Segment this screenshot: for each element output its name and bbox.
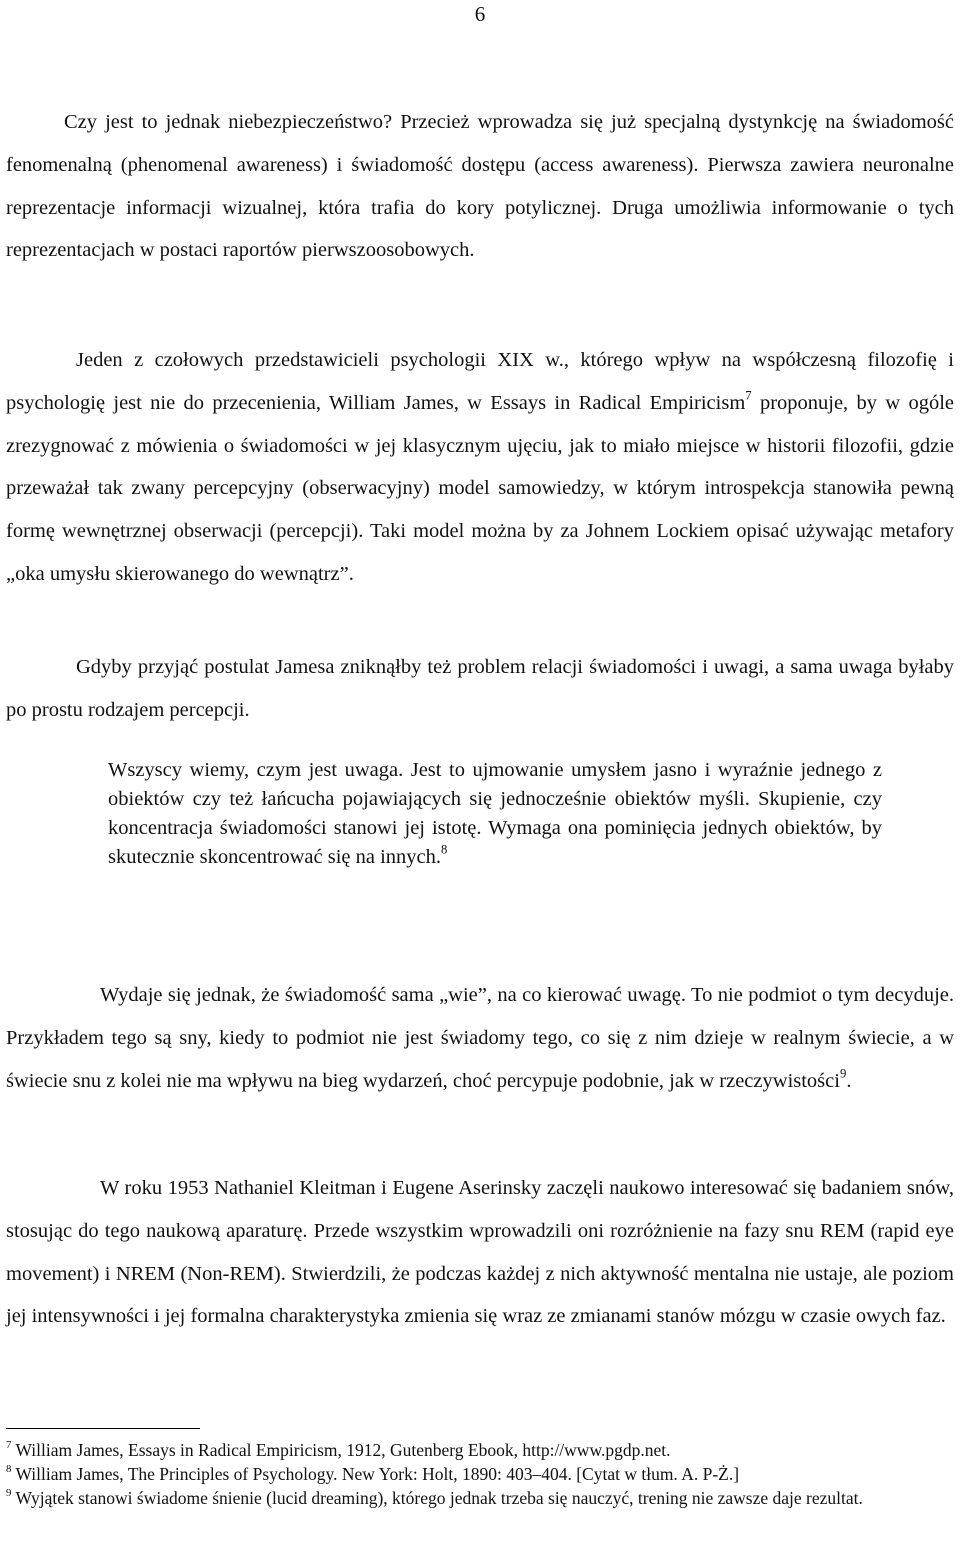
footnote-ref-7[interactable]: 7 xyxy=(745,388,752,403)
paragraph-dreams-end: . xyxy=(846,1069,852,1092)
block-quote-text: Wszyscy wiemy, czym jest uwaga. Jest to ujmowanie umysłem jasno i wyraźnie jednego z obiektów czy też łańcucha pojawiających się jednocześnie obiektów myśli. Skupienie, czy koncentracja świadomości stanowi jej istotę. Wymaga ona pominięcia jednych obiektów, by skutecznie skoncentrować się na innych. xyxy=(108,759,882,868)
footnote-ref-9[interactable]: 9 xyxy=(839,1066,847,1081)
footnote-text: William James, The Principles of Psychology. New York: Holt, 1890: 403–404. [Cytat w tłum. A. P-Ż.] xyxy=(15,1464,740,1484)
footnote-ref-8[interactable]: 8 xyxy=(441,842,448,857)
paragraph-james-text-cont: proponuje, by w ogóle zrezygnować z mówienia o świadomości w jej klasycznym ujęciu, jak to miało miejsce w historii filozofii, gdzie przeważał tak zwany percepcyjny (obserwacyjny) model samowiedzy, w którym introspekcja stanowiła pewną formę wewnętrznej obserwacji (percepcji). Taki model można by za Johnem Lockiem opisać używając metafory „oka umysłu skierowanego do wewnątrz”. xyxy=(6,391,954,585)
paragraph-dreams xyxy=(6,974,954,1102)
paragraph-awareness: Czy jest to jednak niebezpieczeństwo? Przecież wprowadza się już specjalną dystynkcję na świadomość fenomenalną (phenomenal awareness) i świadomość dostępu (access awareness). Pierwsza zawiera neuronalne reprezentacje informacji wizualnej, która trafia do kory potylicznej. Druga umożliwia informowanie o tych reprezentacjach w postaci raportów pierwszoosobowych. xyxy=(6,111,954,262)
footnotes xyxy=(6,1440,954,1512)
page-number: 6 xyxy=(474,2,486,26)
footnote-9 xyxy=(6,1488,954,1508)
footnote-number: 8 xyxy=(6,1462,12,1475)
footnote-number: 7 xyxy=(6,1438,12,1451)
paragraph-sleep-research: W roku 1953 Nathaniel Kleitman i Eugene Aserinsky zaczęli naukowo interesować się badaniem snów, stosując do tego naukową aparaturę. Przede wszystkim wprowadzili oni rozróżnienie na fazy snu REM (rapid eye movement) i NREM (Non-REM). Stwierdzili, że podczas każdej z nich aktywność mentalna nie ustaje, ale poziom jej intensywności i jej formalna charakterystyka zmienia się wraz ze zmianami stanów mózgu w czasie owych faz. xyxy=(6,1177,954,1328)
paragraph-attention: Gdyby przyjąć postulat Jamesa zniknąłby też problem relacji świadomości i uwagi, a sama uwaga byłaby po prostu rodzajem percepcji. xyxy=(6,656,954,721)
footnote-number: 9 xyxy=(6,1486,12,1499)
footnote-separator xyxy=(6,1428,200,1429)
footnote-8 xyxy=(6,1464,954,1484)
footnote-7 xyxy=(6,1440,954,1460)
paragraph-dreams-text: Wydaje się jednak, że świadomość sama „wie”, na co kierować uwagę. To nie podmiot o tym decyduje. Przykładem tego są sny, kiedy to podmiot nie jest świadomy tego, co się z nim dzieje w realnym świecie, a w świecie snu z kolei nie ma wpływu na bieg wydarzeń, choć percypuje podobnie, jak w rzeczywistości xyxy=(6,984,954,1092)
block-quote xyxy=(108,756,882,872)
paragraph-james-text: Jeden z czołowych przedstawicieli psychologii XIX w., którego wpływ na współczesną filozofię i psychologię jest nie do przecenienia, William James, w Essays in Radical Empiricism xyxy=(6,349,954,414)
paragraph-james xyxy=(6,339,954,596)
footnote-text: Wyjątek stanowi świadome śnienie (lucid dreaming), którego jednak trzeba się nauczyć, trening nie zawsze daje rezultat. xyxy=(15,1488,863,1508)
footnote-text: William James, Essays in Radical Empiricism, 1912, Gutenberg Ebook, http://www.pgdp.net. xyxy=(15,1440,671,1460)
